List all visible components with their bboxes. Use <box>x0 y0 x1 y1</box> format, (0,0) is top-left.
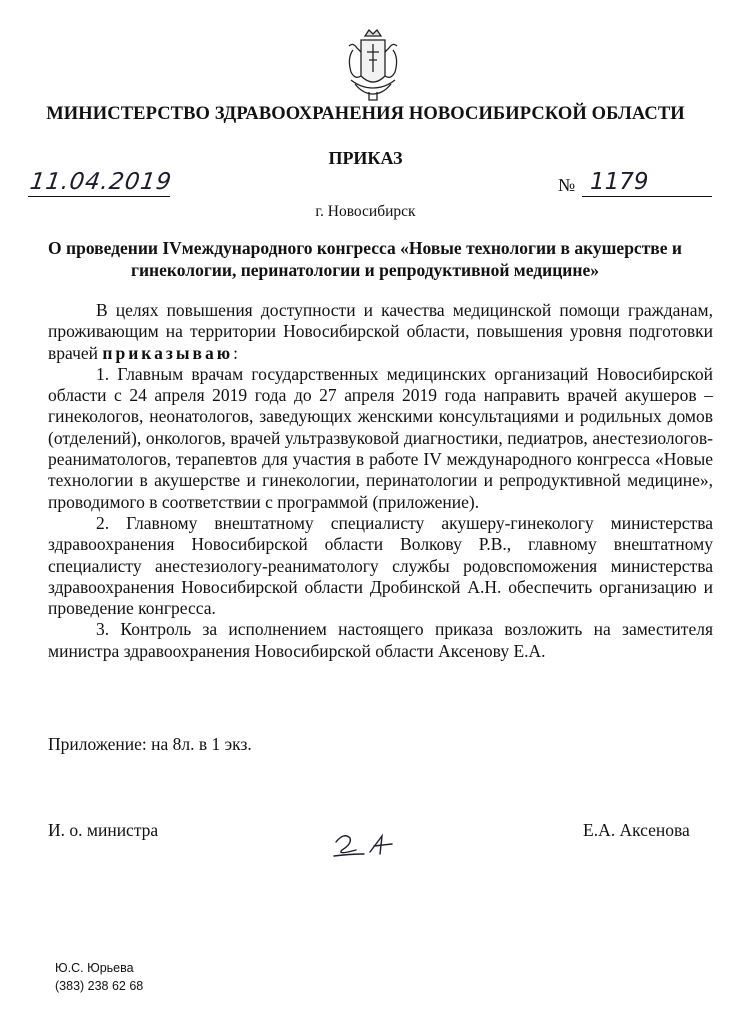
signer-name: Е.А. Аксенова <box>583 820 690 840</box>
order-item-2: 2. Главному внештатному специалисту акушеру-гинекологу министерства здравоохранения Новосибирской области Волкову Р.В., главному внештатному специалисту анестезиологу-реаниматологу службы родовспоможения министерства здравоохранения Новосибирской области Дробинской А.Н. обеспечить организацию и проведение конгресса. <box>48 512 713 619</box>
intro-paragraph <box>48 300 713 364</box>
executor-name: Ю.С. Юрьева <box>55 961 134 975</box>
handwritten-signature-icon <box>330 824 410 864</box>
intro-end: : <box>233 342 239 363</box>
order-item-3: 3. Контроль за исполнением настоящего приказа возложить на заместителя министра здравоохранения Новосибирской области Аксенову Е.А. <box>48 619 713 661</box>
ministry-name: МИНИСТЕРСТВО ЗДРАВООХРАНЕНИЯ НОВОСИБИРСКОЙ ОБЛАСТИ <box>46 104 685 124</box>
order-word: приказываю <box>102 342 234 363</box>
order-subject: О проведении IVмеждународного конгресса «Новые технологии в акушерстве и гинекологии, перинатологии и репродуктивной медицине» <box>48 238 682 280</box>
order-number: 1179 <box>582 168 712 197</box>
intro-text: В целях повышения доступности и качества медицинской помощи гражданам, проживающим на территории Новосибирской области, повышения уровня подготовки врачей <box>48 300 713 363</box>
coat-of-arms-icon <box>343 28 403 104</box>
executor-phone: (383) 238 62 68 <box>55 979 144 993</box>
order-title: ПРИКАЗ <box>328 148 403 168</box>
order-body <box>48 300 713 662</box>
city: г. Новосибирск <box>315 203 416 220</box>
order-date: 11.04.2019 <box>28 169 174 195</box>
signer-role: И. о. министра <box>48 820 159 840</box>
attachment-note: Приложение: на 8л. в 1 экз. <box>48 734 252 754</box>
order-number-label: № <box>558 175 576 195</box>
order-item-1: 1. Главным врачам государственных медицинских организаций Новосибирской области с 24 апреля 2019 года до 27 апреля 2019 года направить врачей акушеров – гинекологов, неонатологов, заведующих женскими консультациями и родильных домов (отделений), онкологов, врачей ультразвуковой диагностики, педиатров, анестезиологов-реаниматологов, терапевтов для участия в работе IV международного конгресса «Новые технологии в акушерстве и гинекологии, перинатологии и репродуктивной медицине», проводимого в соответствии с программой (приложение). <box>48 363 713 512</box>
